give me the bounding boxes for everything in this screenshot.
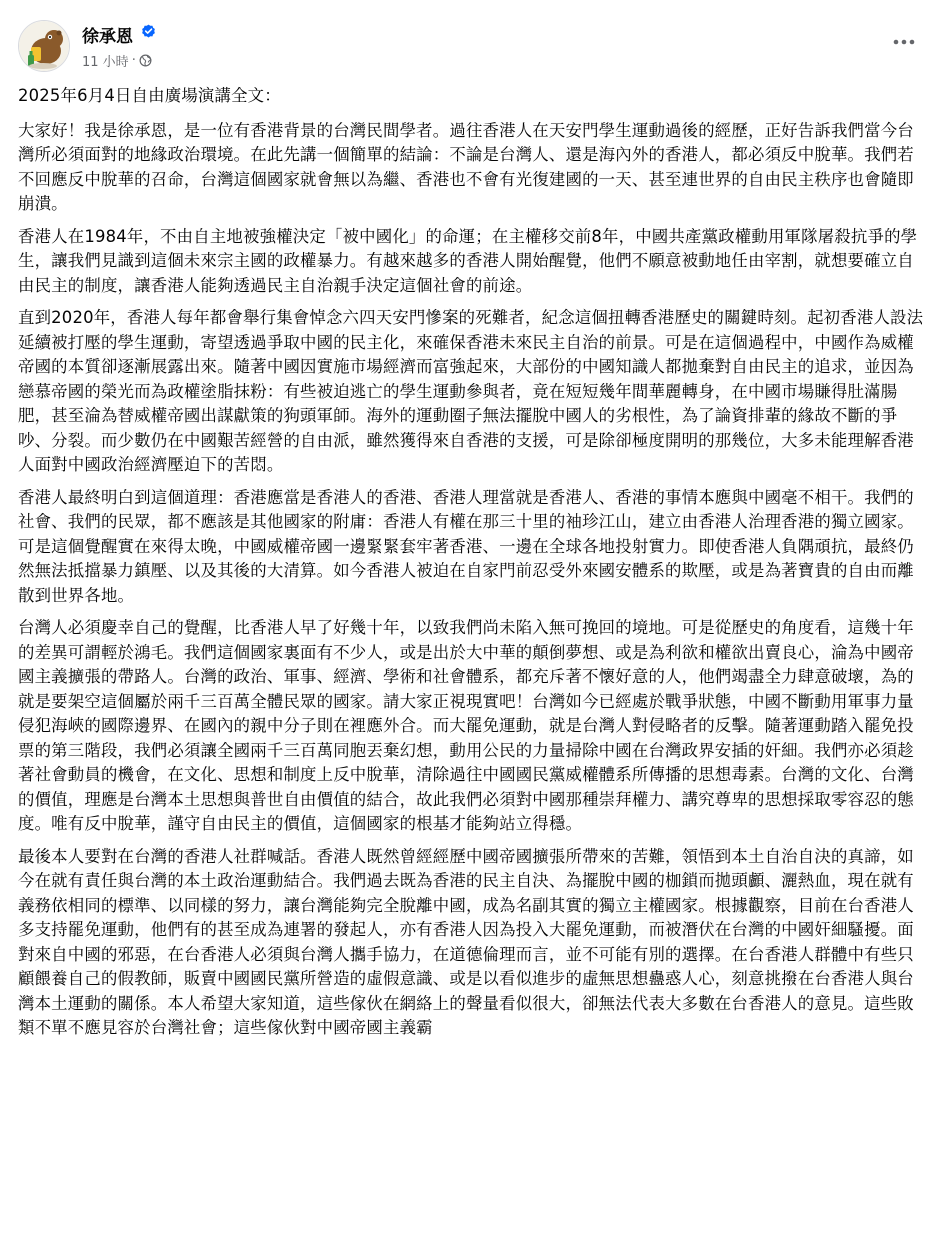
post-paragraph-2: 香港人在1984年，不由自主地被強權決定「被中國化」的命運；在主權移交前8年，中國共產黨政權動用軍隊屠殺抗爭的學生，讓我們見識到這個未來宗主國的政權暴力。有越來越多的香港人開始醒覺，他們不願意被動地任由宰割，就想要確立自由民主的制度，讓香港人能夠透過民主自治親手決定這個社會的前途。 [18, 226, 918, 295]
post-paragraph-1: 大家好！我是徐承恩，是一位有香港背景的台灣民間學者。過往香港人在天安門學生運動過後的經歷，正好告訴我們當今台灣所必須面對的地緣政治環境。在此先講一個簡單的結論：不論是台灣人、還是海內外的香港人，都必須反中脫華。我們若不回應反中脫華的召命，台灣這個國家就會無以為繼、香港也不會有光復建國的一天、甚至連世界的自由民主秩序也會隨即崩潰。 [18, 120, 914, 213]
meta-separator: · [131, 53, 136, 68]
author-name[interactable]: 徐承恩 [82, 27, 133, 46]
post-paragraph-4: 香港人最終明白到這個道理：香港應當是香港人的香港、香港人理當就是香港人、香港的事情本應與中國毫不相干。我們的社會、我們的民眾，都不應該是其他國家的附庸：香港人有權在那三十里的袖珍江山，建立由香港人治理香港的獨立國家。可是這個覺醒實在來得太晚，中國威權帝國一邊緊緊套牢著香港、一邊在全球各地投射實力。即使香港人負隅頑抗，最終仍然無法抵擋暴力鎮壓、以及其後的大清算。如今香港人被迫在自家門前忍受外來國安體系的欺壓，或是為著寶貴的自由而離散到世界各地。 [18, 487, 914, 605]
post-timestamp[interactable]: 11 小時 [82, 55, 129, 70]
avatar-illustration [19, 21, 70, 72]
post-paragraph-5: 台灣人必須慶幸自己的覺醒，比香港人早了好幾十年，以致我們尚未陷入無可挽回的境地。可是從歷史的角度看，這幾十年的差異可謂輕於鴻毛。我們這個國家裏面有不少人，或是出於大中華的顛倒夢想、或是為利欲和權欲出賣良心，淪為中國帝國主義擴張的帶路人。台灣的政治、軍事、經濟、學術和社會體系，都充斥著不懷好意的人，他們竭盡全力肆意破壞，為的就是要架空這個屬於兩千三百萬全體民眾的國家。請大家正視現實吧！台灣如今已經處於戰爭狀態，中國不斷動用軍事力量侵犯海峽的國際邊界、在國內的親中分子則在裡應外合。而大罷免運動，就是台灣人對侵略者的反擊。隨著運動踏入罷免投票的第三階段，我們必須讓全國兩千三百萬同胞丟棄幻想，動用公民的力量掃除中國在台灣政界安插的奸細。我們亦必須趁著社會動員的機會，在文化、思想和制度上反中脫華，清除過往中國國民黨威權體系所傳播的思想毒素。台灣的文化、台灣的價值，理應是台灣本土思想與普世自由價值的結合，故此我們必須對中國那種崇拜權力、講究尊卑的思想採取零容忍的態度。唯有反中脫華，謹守自由民主的價值，這個國家的根基才能夠站立得穩。 [18, 618, 914, 833]
post-meta [82, 51, 152, 70]
post-title: 2025年6月4日自由廣場演講全文： [18, 86, 281, 105]
post-paragraph-6: 最後本人要對在台灣的香港人社群喊話。香港人既然曾經經歷中國帝國擴張所帶來的苦難，領悟到本土自治自決的真諦，如今在就有責任與台灣的本土政治運動結合。我們過去既為香港的民主自決、為擺脫中國的枷鎖而拋頭顱、灑熱血，現在就有義務依相同的標準、以同樣的努力，讓台灣能夠完全脫離中國，成為名副其實的獨立主權國家。根據觀察，目前在台香港人多支持罷免運動，他們有的甚至成為連署的發起人，亦有香港人因為投入大罷免運動，而被潛伏在台灣的中國奸細騷擾。面對來自中國的邪惡，在台香港人必須與台灣人攜手協力，在道德倫理而言，並不可能有別的選擇。在台香港人群體中有些只顧餵養自己的假教師，販賣中國國民黨所營造的虛假意識、或是以看似進步的虛無思想蠱惑人心，刻意挑撥在台香港人與台灣本土運動的關係。本人希望大家知道，這些傢伙在網絡上的聲量看似很大，卻無法代表大多數在台香港人的意見。這些敗類不單不應見容於台灣社會；這些傢伙對中國帝國主義霸 [18, 846, 914, 1037]
post-header [18, 18, 926, 74]
verified-badge-icon [141, 24, 156, 39]
author-avatar[interactable] [18, 20, 70, 72]
globe-icon[interactable] [139, 54, 152, 67]
more-options-icon[interactable] [886, 30, 922, 54]
post-paragraph-3: 直到2020年，香港人每年都會舉行集會悼念六四天安門慘案的死難者，紀念這個扭轉香港歷史的關鍵時刻。起初香港人設法延續被打壓的學生運動，寄望透過爭取中國的民主化，來確保香港未來民主自治的前景。可是在這個過程中，中國作為威權帝國的本質卻逐漸展露出來。隨著中國因實施市場經濟而富強起來，大部份的中國知識人都拋棄對自由民主的追求，並因為戀慕帝國的榮光而為政權塗脂抹粉：有些被迫逃亡的學生運動參與者，竟在短短幾年間華麗轉身，在中國市場賺得肚滿腸肥，甚至淪為替威權帝國出謀獻策的狗頭軍師。海外的運動圈子無法擺脫中國人的劣根性，為了論資排輩的緣故不斷的爭吵、分裂。而少數仍在中國艱苦經營的自由派，雖然獲得來自香港的支援，可是除卻極度開明的那幾位，大多未能理解香港人面對中國政治經濟壓迫下的苦悶。 [18, 308, 924, 474]
post-content [18, 84, 924, 1049]
